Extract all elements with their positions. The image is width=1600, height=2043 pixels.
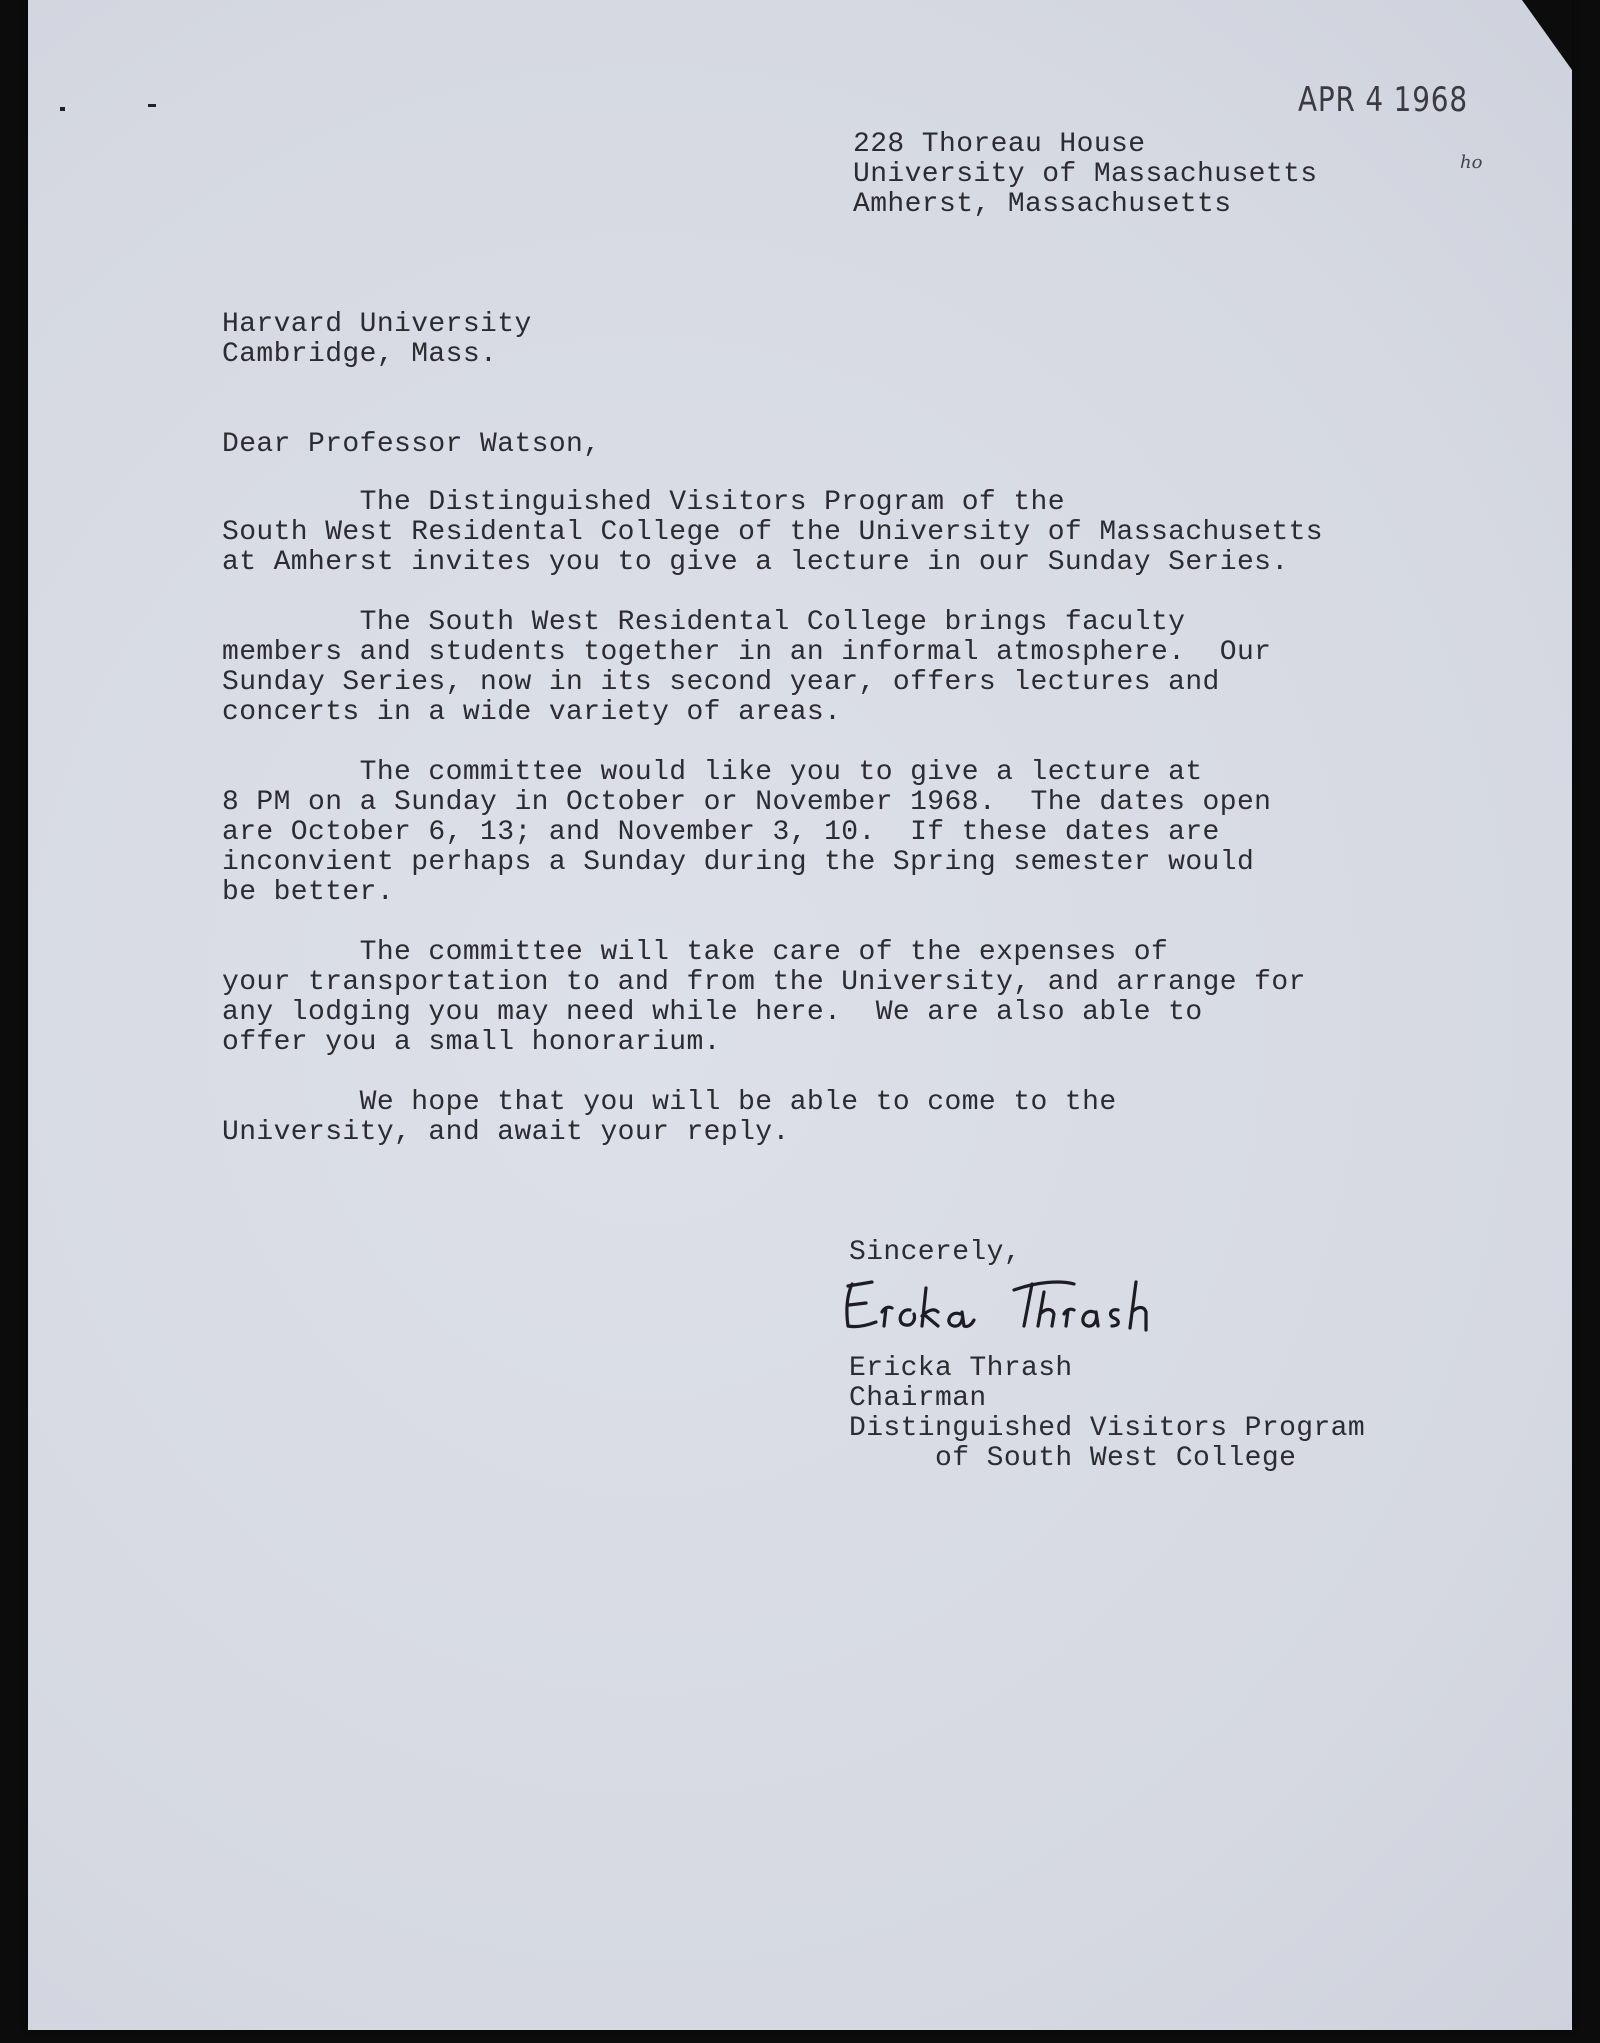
body-line: at Amherst invites you to give a lecture in our Sunday Series. — [222, 547, 1289, 578]
sender-address-line: Amherst, Massachusetts — [853, 189, 1232, 220]
body-line: are October 6, 13; and November 3, 10. If these dates are — [222, 817, 1220, 848]
body-line: We hope that you will be able to come to the — [222, 1087, 1117, 1118]
body-line: inconvient perhaps a Sunday during the Spring semester would — [222, 847, 1255, 878]
recipient-address-line: Harvard University — [222, 309, 532, 340]
handwritten-signature — [838, 1268, 1198, 1348]
body-line: be better. — [222, 877, 395, 908]
hole-punch-mark — [60, 107, 65, 111]
closing: Sincerely, — [849, 1237, 1022, 1268]
signer-org: of South West College — [849, 1443, 1297, 1474]
body-line: The committee would like you to give a lecture at — [222, 757, 1203, 788]
date-stamp: APR 4 1968 — [1298, 80, 1468, 120]
signer-title: Chairman — [849, 1383, 987, 1414]
body-line: South West Residental College of the University of Massachusetts — [222, 517, 1323, 548]
body-line: members and students together in an informal atmosphere. Our — [222, 637, 1272, 668]
body-line: offer you a small honorarium. — [222, 1027, 721, 1058]
body-line: any lodging you may need while here. We are also able to — [222, 997, 1203, 1028]
body-line: your transportation to and from the University, and arrange for — [222, 967, 1306, 998]
body-line: 8 PM on a Sunday in October or November 1968. The dates open — [222, 787, 1272, 818]
recipient-address-line: Cambridge, Mass. — [222, 339, 498, 370]
body-line: University, and await your reply. — [222, 1117, 790, 1148]
salutation: Dear Professor Watson, — [222, 429, 601, 460]
body-line: The committee will take care of the expenses of — [222, 937, 1169, 968]
body-line: The South West Residental College brings faculty — [222, 607, 1186, 638]
body-line: The Distinguished Visitors Program of the — [222, 487, 1065, 518]
torn-corner — [1522, 0, 1572, 70]
sender-address-line: University of Massachusetts — [853, 159, 1318, 190]
sender-address-line: 228 Thoreau House — [853, 129, 1146, 160]
signer-org: Distinguished Visitors Program — [849, 1413, 1366, 1444]
hole-punch-mark — [148, 104, 156, 107]
signer-name: Ericka Thrash — [849, 1353, 1073, 1384]
margin-initials: ho — [1460, 152, 1483, 173]
body-line: concerts in a wide variety of areas. — [222, 697, 842, 728]
body-line: Sunday Series, now in its second year, offers lectures and — [222, 667, 1220, 698]
